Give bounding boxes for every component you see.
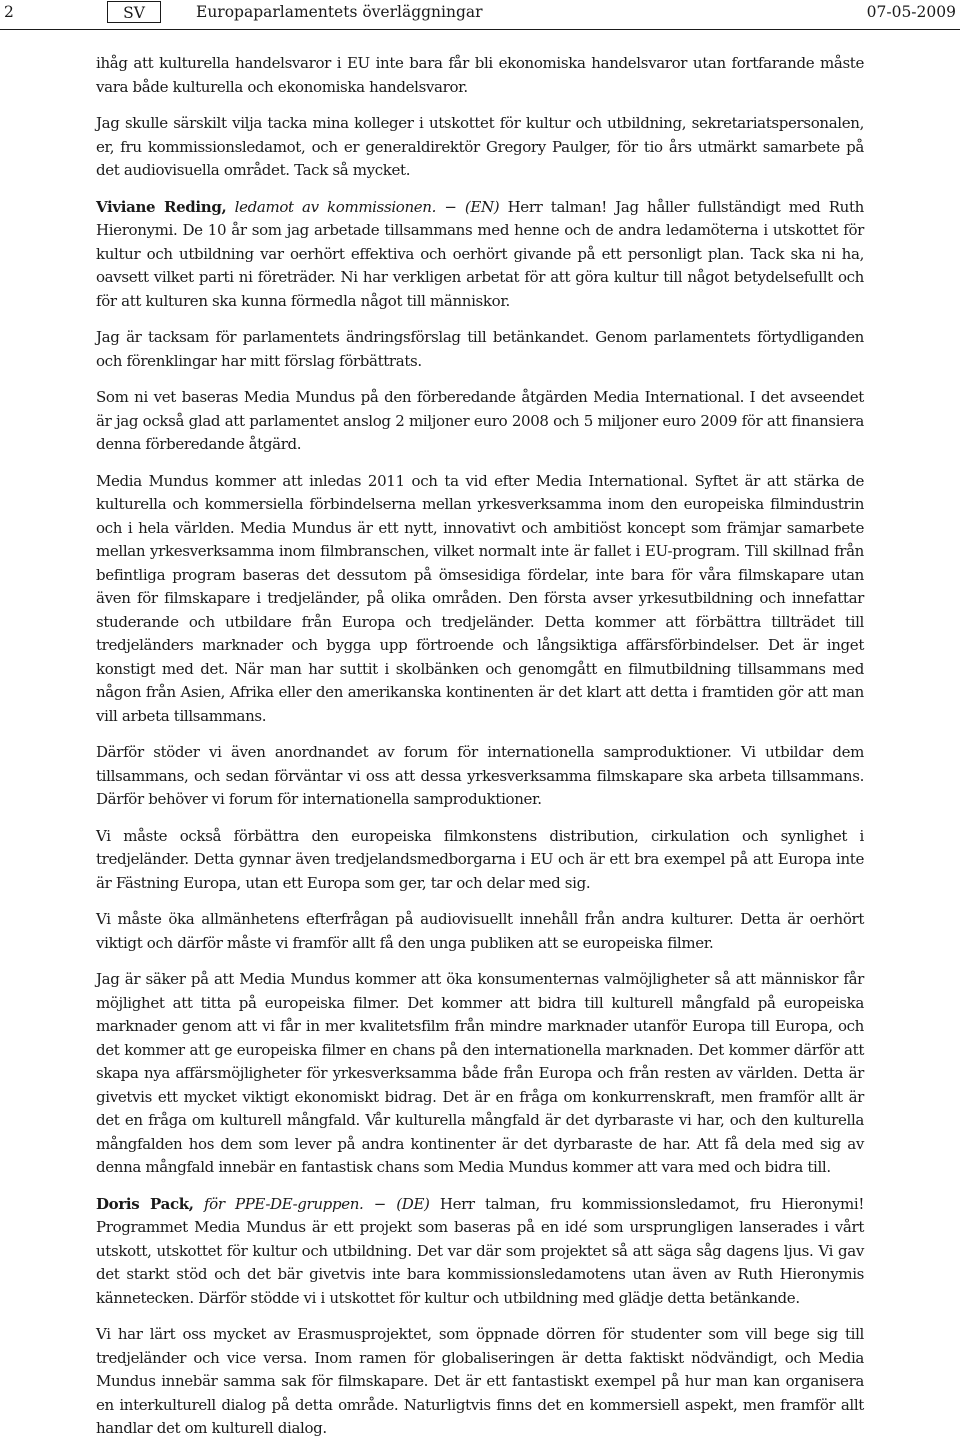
- paragraph: Därför stöder vi även anordnandet av forum för internationella samproduktioner. Vi utbildar dem tillsammans, och sedan förväntar vi oss att dessa yrkesverksamma filmskapare ska arbeta tillsammans. Därför behöver vi forum för internationella samproduktioner.: [96, 743, 864, 808]
- speaker-role: ledamot av kommissionen.: [234, 197, 437, 216]
- speech-paragraph: Doris Pack, för PPE-DE-gruppen. − (DE) Herr talman, fru kommissionsledamot, fru Hieronymi! Programmet Media Mundus är ett projekt som baseras på en idé som ursprungligen lanserades i vårt utskott, utskottet för kultur och utbildning. Det var där som projektet så att säga såg dagens ljus. Vi gav det starkt stöd och det bär givetvis inte bara kommissionsledamotens utan även av Ruth Hieronymis kännetecken. Därför stödde vi i utskottet för kultur och utbildning med glädje detta betänkande.: [96, 1194, 864, 1307]
- speaker-name: Viviane Reding,: [96, 197, 227, 216]
- page-header: [0, 0, 960, 30]
- speaker-role: för PPE-DE-gruppen.: [203, 1194, 364, 1213]
- paragraph: Jag skulle särskilt vilja tacka mina kolleger i utskottet för kultur och utbildning, sekretariatspersonalen, er, fru kommissionsledamot, och er generaldirektör Gregory Paulger, för tio års utmärkt samarbete på det audiovisuella området. Tack så mycket.: [96, 114, 864, 179]
- paragraph: Vi måste öka allmänhetens efterfrågan på audiovisuellt innehåll från andra kulturer. Detta är oerhört viktigt och därför måste vi framför allt få den unga publiken att se europeiska filmer.: [96, 910, 864, 952]
- header-rule: [0, 29, 960, 30]
- paragraph: ihåg att kulturella handelsvaror i EU inte bara får bli ekonomiska handelsvaror utan fortfarande måste vara både kulturella och ekonomiska handelsvaror.: [96, 54, 864, 96]
- paragraph: Vi måste också förbättra den europeiska filmkonstens distribution, cirkulation och synlighet i tredjeländer. Detta gynnar även tredjelandsmedborgarna i EU och är ett bra exempel på att Europa inte är Fästning Europa, utan ett Europa som ger, tar och delar med sig.: [96, 826, 864, 892]
- document-date: 07-05-2009: [866, 3, 956, 21]
- speech-language: − (DE): [373, 1194, 430, 1213]
- document-title: Europaparlamentets överläggningar: [196, 3, 483, 21]
- speech-paragraph: Viviane Reding, ledamot av kommissionen. − (EN) Herr talman! Jag håller fullständigt med Ruth Hieronymi. De 10 år som jag arbetade tillsammans med henne och de andra ledamöterna i utskottet för kultur och utbildning var oerhört effektiva och oerhört givande på ett personligt plan. Tack ska ni ha, oavsett vilket parti ni företräder. Ni har verkligen arbetat för att göra kultur till något betydelsefullt och för att kulturen ska kunna förmedla något till människor.: [96, 197, 864, 310]
- document-body: [96, 52, 864, 1454]
- paragraph: Som ni vet baseras Media Mundus på den förberedande åtgärden Media International. I det avseendet är jag också glad att parlamentet anslog 2 miljoner euro 2008 och 5 miljoner euro 2009 för att finansiera denna förberedande åtgärd.: [96, 388, 864, 453]
- speaker-name: Doris Pack,: [96, 1194, 194, 1213]
- paragraph: Vi har lärt oss mycket av Erasmusprojektet, som öppnade dörren för studenter som vill bege sig till tredjeländer och vice versa. Inom ramen för globaliseringen är detta faktiskt nödvändigt, och Media Mundus innebär samma sak för filmskapare. Det är ett fantastiskt exempel på hur man kan organisera en interkulturell dialog på detta område. Naturligtvis finns det en kommersiell aspekt, men framför allt handlar det om kulturell dialog.: [96, 1325, 864, 1437]
- speech-language: − (EN): [444, 197, 500, 216]
- language-badge: SV: [107, 1, 161, 23]
- page-number: 2: [4, 3, 14, 21]
- paragraph: Media Mundus kommer att inledas 2011 och ta vid efter Media International. Syftet är att stärka de kulturella och kommersiella förbindelserna mellan yrkesverksamma inom den europeiska filmindustrin och i hela världen. Media Mundus är ett nytt, innovativt och ambitiöst koncept som främjar samarbete mellan yrkesverksamma inom filmbranschen, vilket normalt inte är fallet i EU-program. Till skillnad från befintliga program baseras det dessutom på ömsesidiga fördelar, inte bara för våra filmskapare utan även för filmskapare i tredjeländer, på olika områden. Den första avser yrkesutbildning och innefattar studerande och utbildare från Europa och tredjeländer. Detta kommer att förbättra tillträdet till tredjeländers marknader och bygga upp förtroende och långsiktiga affärsförbindelser. Det är inget konstigt med det. När man har suttit i skolbänken och genomgått en filmutbildning tillsammans med någon från Asien, Afrika eller den amerikanska kontinenten är det klart att detta i framtiden gör att man vill arbeta tillsammans.: [96, 471, 864, 725]
- paragraph: Jag är tacksam för parlamentets ändringsförslag till betänkandet. Genom parlamentets förtydliganden och förenklingar har mitt förslag förbättrats.: [96, 328, 864, 370]
- paragraph: Jag är säker på att Media Mundus kommer att öka konsumenternas valmöjligheter så att människor får möjlighet att titta på europeiska filmer. Det kommer att bidra till kulturell mångfald på europeiska marknader genom att vi får in mer kvalitetsfilm från mindre marknader utanför Europa till Europa, och det kommer att ge europeiska filmer en chans på den internationella marknaden. Det kommer därför att skapa nya affärsmöjligheter för yrkesverksamma både från Europa och från resten av världen. Detta är givetvis ett mycket viktigt ekonomiskt bidrag. Det är en fråga om konkurrenskraft, men framför allt är det en fråga om kulturell mångfald. Vår kulturella mångfald är det dyrbaraste vi har, och den kulturella mångfalden hos dem som lever på andra kontinenter är det dyrbaraste de har. Att få dela med sig av denna mångfald innebär en fantastisk chans som Media Mundus kommer att vara med och bidra till.: [96, 970, 864, 1176]
